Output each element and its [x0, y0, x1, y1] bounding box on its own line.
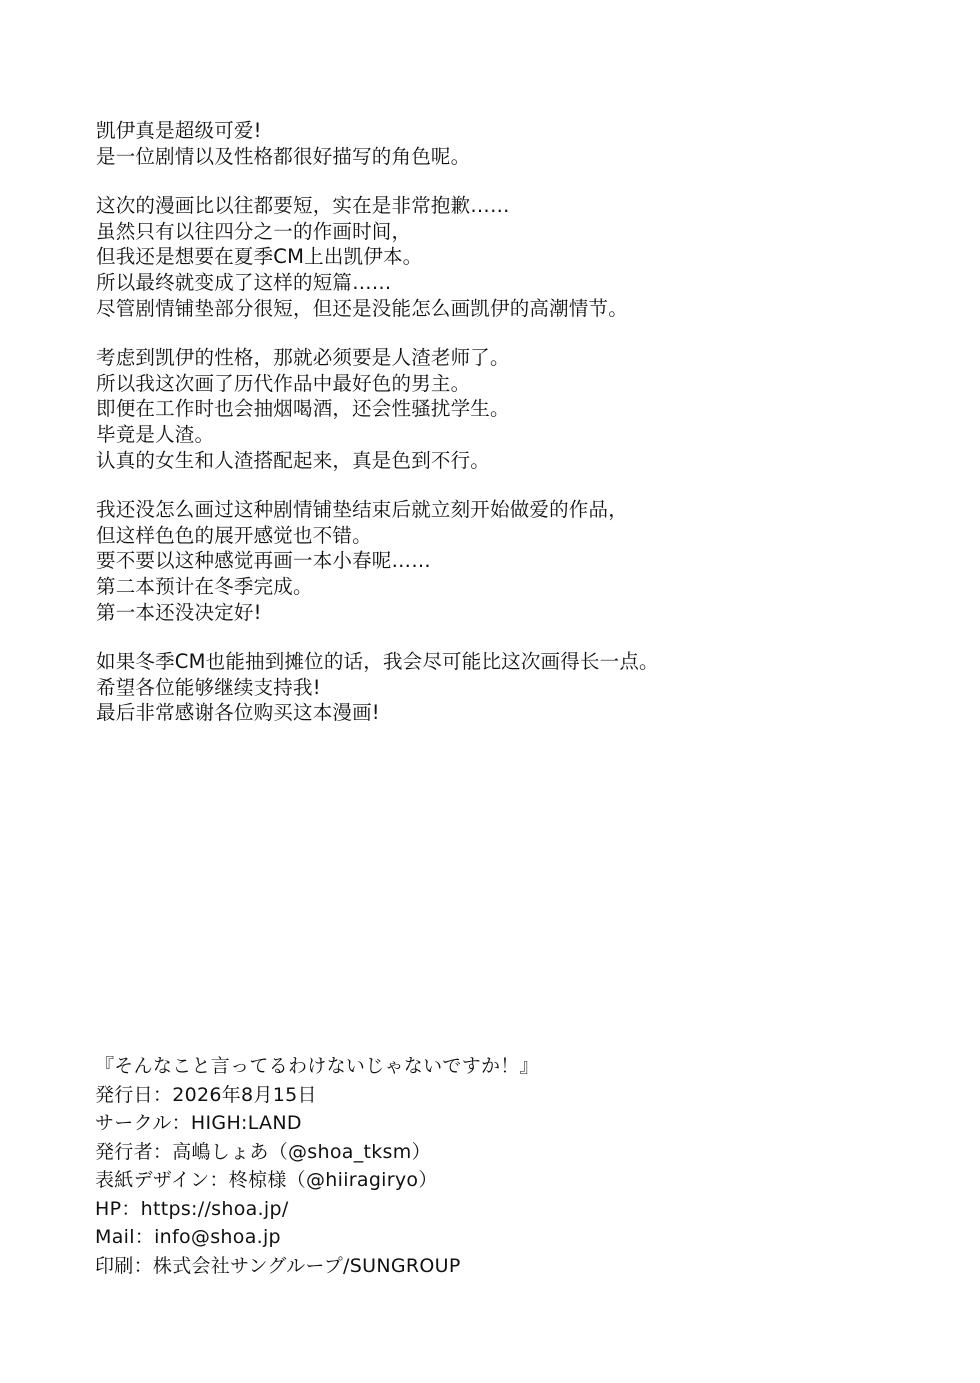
publisher-name: 発行者：高嶋しょあ（@shoa_tksm） [95, 1140, 431, 1163]
afterword-line: 第二本预计在冬季完成。 [96, 574, 313, 598]
afterword-paragraph-2 [96, 193, 916, 321]
afterword-line: 要不要以这种感觉再画一本小春呢…… [96, 549, 431, 573]
afterword-line: 虽然只有以往四分之一的作画时间， [96, 219, 412, 243]
afterword-paragraph-1 [96, 118, 916, 169]
afterword-line: 尽管剧情铺垫部分很短，但还是没能怎么画凯伊的高潮情节。 [96, 296, 628, 320]
colophon [95, 1052, 915, 1280]
afterword-line: 凯伊真是超级可爱! [96, 119, 262, 142]
afterword-line: 第一本还没决定好! [96, 600, 262, 624]
afterword-line: 我还没怎么画过这种剧情铺垫结束后就立刻开始做爱的作品， [96, 498, 628, 522]
afterword-line: 所以最终就变成了这样的短篇…… [96, 270, 392, 294]
cover-design-credit: 表紙デザイン：柊椋様（@hiiragiryo） [95, 1169, 438, 1191]
circle-name: サークル：HIGH:LAND [95, 1112, 302, 1134]
afterword-paragraph-5 [96, 649, 916, 726]
afterword-line: 这次的漫画比以往都要短，实在是非常抱歉…… [96, 194, 510, 218]
afterword-line: 考虑到凯伊的性格，那就必须要是人渣老师了。 [96, 346, 510, 370]
afterword-text [96, 118, 916, 750]
afterword-line: 希望各位能够继续支持我! [96, 675, 321, 699]
contact-email: Mail：info@shoa.jp [95, 1226, 281, 1248]
afterword-line: 但这样色色的展开感觉也不错。 [96, 523, 372, 547]
afterword-paragraph-4 [96, 497, 916, 625]
afterword-line: 认真的女生和人渣搭配起来，真是色到不行。 [96, 448, 491, 472]
afterword-line: 如果冬季CM也能抽到摊位的话，我会尽可能比这次画得长一点。 [96, 650, 659, 674]
afterword-line: 即便在工作时也会抽烟喝酒，还会性骚扰学生。 [96, 397, 510, 421]
afterword-line: 是一位剧情以及性格都很好描写的角色呢。 [96, 144, 471, 168]
afterword-line: 但我还是想要在夏季CM上出凯伊本。 [96, 245, 423, 269]
issue-date: 発行日：2026年8月15日 [95, 1083, 317, 1106]
afterword-line: 所以我这次画了历代作品中最好色的男主。 [96, 371, 471, 395]
printer-name: 印刷：株式会社サングループ/SUNGROUP [95, 1254, 461, 1277]
afterword-paragraph-3 [96, 345, 916, 473]
homepage-url: HP：https://shoa.jp/ [95, 1197, 289, 1220]
afterword-line: 毕竟是人渣。 [96, 422, 215, 446]
afterword-line: 最后非常感谢各位购买这本漫画! [96, 701, 380, 725]
book-title: 『そんなこと言ってるわけないじゃないですか！』 [95, 1055, 539, 1077]
